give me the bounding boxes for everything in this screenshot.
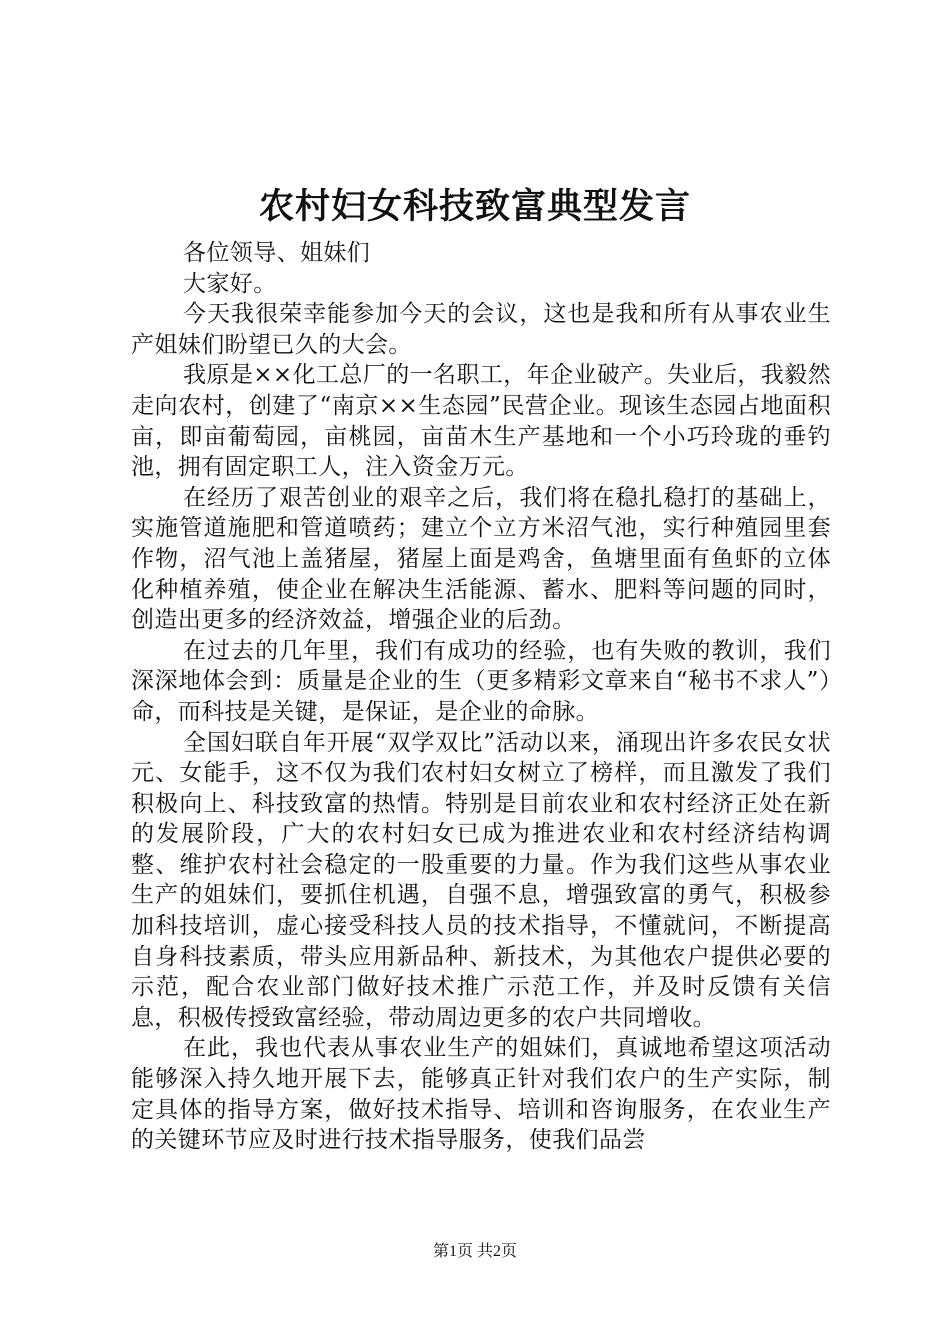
greeting: 大家好。 (183, 270, 277, 297)
paragraph-hope: 在此，我也代表从事农业生产的姐妹们，真诚地希望这项活动能够深入持久地开展下去，能够真正针对我们农户的生产实际，制定具体的指导方案，做好技术指导、培训和咨询服务，在农业生产的关键环节应及时进行技术指导服务，使我们品尝 (131, 1035, 831, 1154)
paragraph-background: 我原是××化工总厂的一名职工，年企业破产。失业后，我毅然走向农村，创建了“南京××生态园”民营企业。现该生态园占地面积亩，即亩葡萄园，亩桃园，亩苗木生产基地和一个小巧玲珑的垂钓池，拥有固定职工人，注入资金万元。 (131, 362, 831, 481)
document-title: 农村妇女科技致富典型发言 (258, 186, 691, 227)
salutation: 各位领导、姐妹们 (183, 240, 371, 266)
paragraph-experience: 在过去的几年里，我们有成功的经验，也有失败的教训，我们深深地体会到：质量是企业的生（更多精彩文章来自“秘书不求人”）命，而科技是关键，是保证，是企业的命脉。 (131, 637, 831, 725)
paragraph-intro: 今天我很荣幸能参加今天的会议，这也是我和所有从事农业生产姐妹们盼望已久的大会。 (131, 301, 831, 358)
paragraph-federation: 全国妇联自年开展“双学双比”活动以来，涌现出许多农民女状元、女能手，这不仅为我们农村妇女树立了榜样，而且激发了我们积极向上、科技致富的热情。特别是目前农业和农村经济正处在新的发展阶段，广大的农村妇女已成为推进农业和农村经济结构调整、维护农村社会稳定的一股重要的力量。作为我们这些从事农业生产的姐妹们，要抓住机遇，自强不息，增强致富的勇气，积极参加科技培训，虚心接受科技人员的技术指导，不懂就问，不断提高自身科技素质，带头应用新品种、新技术，为其他农户提供必要的示范，配合农业部门做好技术推广示范工作，并及时反馈有关信息，积极传授致富经验，带动周边更多的农户共同增收。 (131, 729, 831, 1031)
page-number-footer: 第1页 共2页 (432, 1243, 517, 1260)
paragraph-development: 在经历了艰苦创业的艰辛之后，我们将在稳扎稳打的基础上，实施管道施肥和管道喷药；建立个立方米沼气池，实行种殖园里套作物，沼气池上盖猪屋，猪屋上面是鸡舍，鱼塘里面有鱼虾的立体化种植养殖，使企业在解决生活能源、蓄水、肥料等问题的同时，创造出更多的经济效益，增强企业的后劲。 (131, 484, 831, 634)
document-body (131, 238, 831, 1156)
